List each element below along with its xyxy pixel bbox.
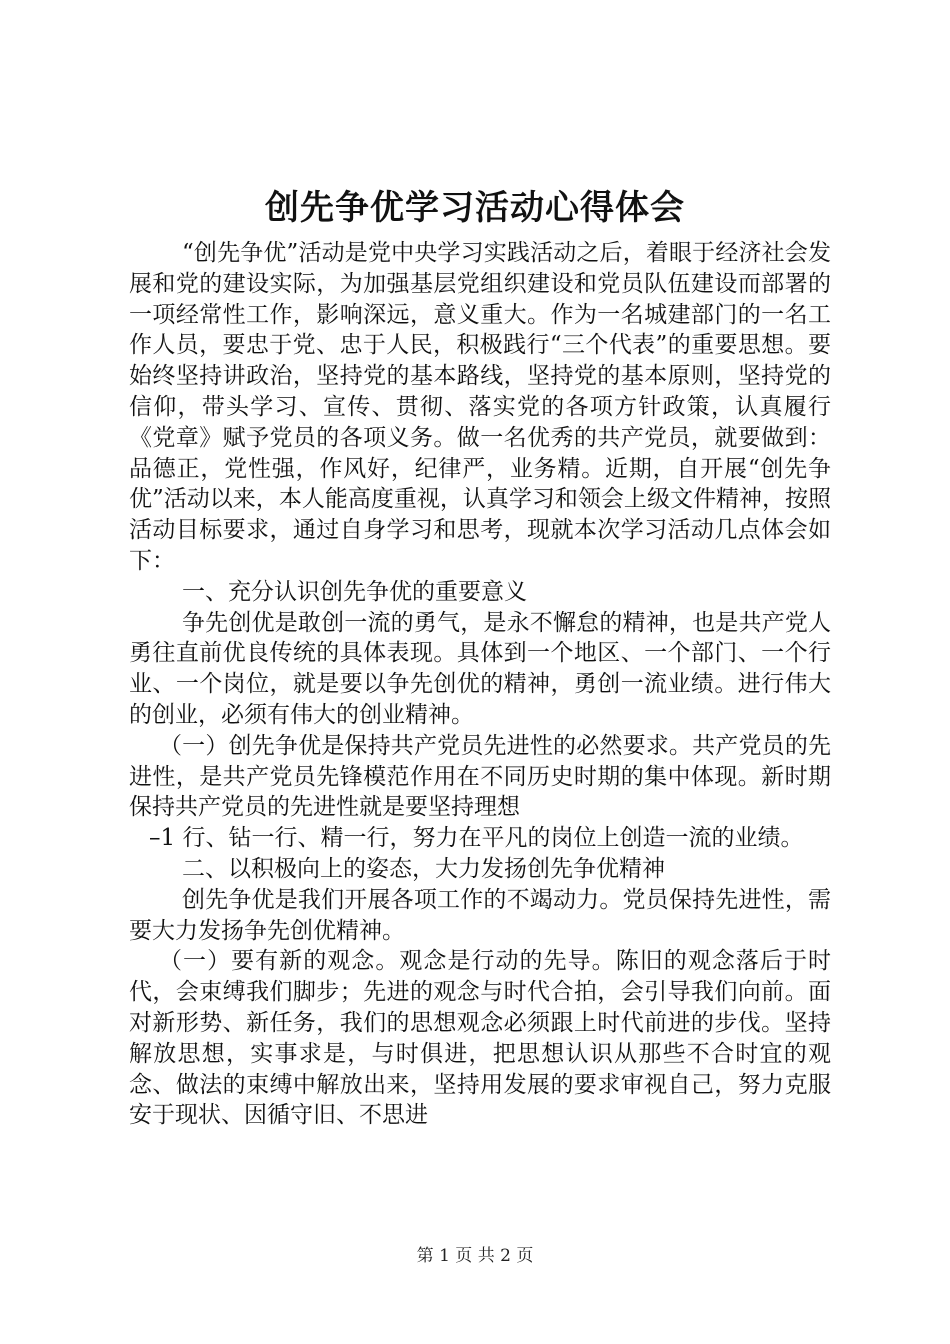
paragraph-continuation: –1 行、钻一行、精一行，努力在平凡的岗位上创造一流的业绩。 [149,825,804,852]
subsection-1-1: （一）创先争优是保持共产党员先进性的必然要求。共产党员的先进性，是共产党员先锋模范作用在不同历史时期的集中体现。新时期保持共产党员的先进性就是要坚持理想 [129,732,831,821]
document-body [129,238,831,1131]
paragraph-intro: “创先争优”活动是党中央学习实践活动之后，着眼于经济社会发展和党的建设实际，为加强基层党组织建设和党员队伍建设而部署的一项经常性工作，影响深远，意义重大。作为一名城建部门的一名工作人员，要忠于党、忠于人民，积极践行“三个代表”的重要思想。要始终坚持讲政治，坚持党的基本路线，坚持党的基本原则，坚持党的信仰，带头学习、宣传、贯彻、落实党的各项方针政策，认真履行《党章》赋予党员的各项义务。做一名优秀的共产党员，就要做到：品德正，党性强，作风好，纪律严，业务精。近期，自开展“创先争优”活动以来，本人能高度重视，认真学习和领会上级文件精神，按照活动目标要求，通过自身学习和思考，现就本次学习活动几点体会如下： [129,240,831,574]
section-heading-2: 二、以积极向上的姿态，大力发扬创先争优精神 [182,855,665,882]
paragraph-section-2: 创先争优是我们开展各项工作的不竭动力。党员保持先进性，需要大力发扬争先创优精神。 [129,886,831,944]
page-number-footer: 第 1 页 共 2 页 [416,1246,534,1266]
section-heading-1: 一、充分认识创先争优的重要意义 [182,578,527,605]
paragraph-section-1: 争先创优是敢创一流的勇气，是永不懈怠的精神，也是共产党人勇往直前优良传统的具体表现。具体到一个地区、一个部门、一个行业、一个岗位，就是要以争先创优的精神，勇创一流业绩。进行伟大的创业，必须有伟大的创业精神。 [129,609,831,728]
subsection-2-1: （一）要有新的观念。观念是行动的先导。陈旧的观念落后于时代，会束缚我们脚步；先进的观念与时代合拍，会引导我们向前。面对新形势、新任务，我们的思想观念必须跟上时代前进的步伐。坚持解放思想，实事求是，与时俱进，把思想认识从那些不合时宜的观念、做法的束缚中解放出来，坚持用发展的要求审视自己，努力克服安于现状、因循守旧、不思进 [129,948,831,1129]
document-title: 创先争优学习活动心得体会 [265,188,685,228]
